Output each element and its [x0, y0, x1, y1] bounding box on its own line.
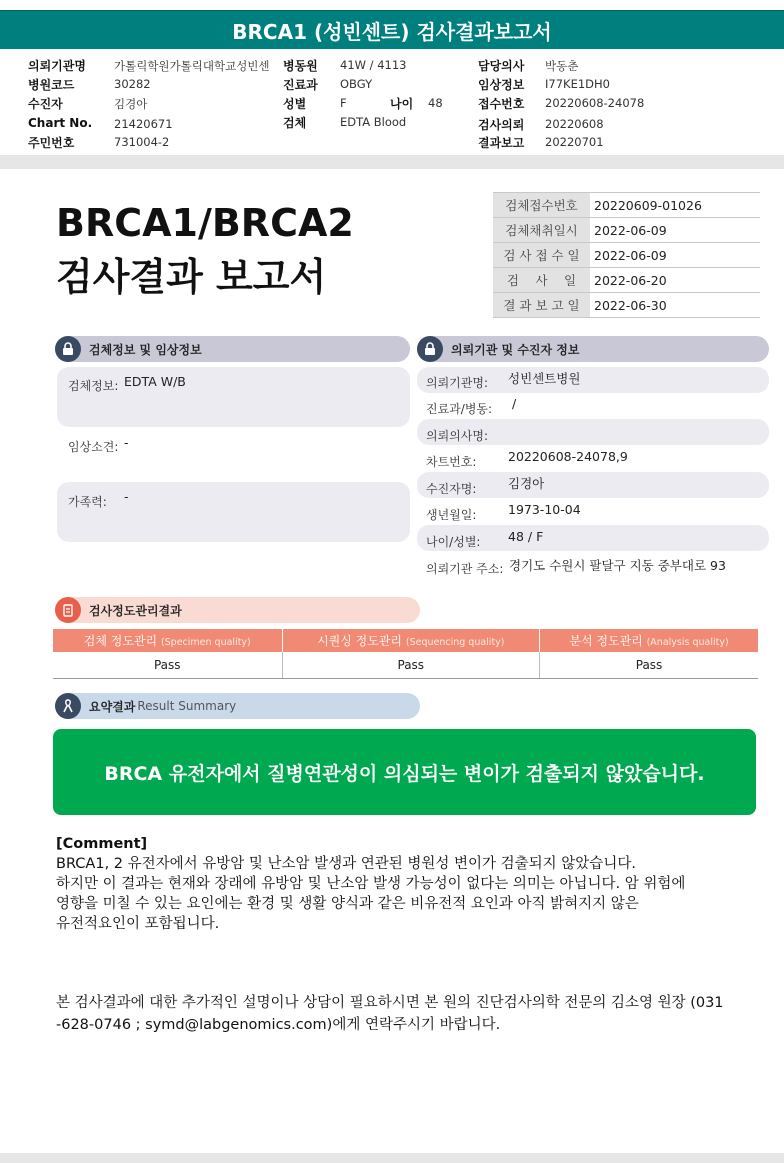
contact-line: -628-0746 ; symd@labgenomics.com)에게 연락주시기 바랍니다.: [56, 1017, 501, 1033]
receipt-table: [493, 192, 760, 318]
request-value: 20220608: [545, 117, 604, 131]
receipt-key: 검 사 일: [493, 268, 590, 293]
field-value: 20220608-24078,9: [508, 449, 628, 464]
qc-section-title: 검사정도관리결과: [89, 603, 182, 618]
request-label: 검사의뢰: [478, 118, 525, 132]
table-row: [493, 243, 760, 268]
field-label: 수진자명:: [426, 482, 477, 496]
receipt-key: 검 사 접 수 일: [493, 243, 590, 268]
field-label: 나이/성별:: [426, 535, 481, 549]
table-header-row: [53, 629, 758, 652]
field-value: 성빈센트병원: [508, 371, 581, 386]
field-value: 48 / F: [508, 529, 544, 544]
specimen-label: 검체: [283, 116, 307, 130]
chart-label: Chart No.: [28, 116, 93, 130]
patient-label: 수진자: [28, 97, 63, 111]
contact-block: [56, 992, 771, 1036]
report-big-title: [56, 196, 354, 304]
ribbon-icon: [55, 693, 81, 719]
contact-line: 본 검사결과에 대한 추가적인 설명이나 상담이 필요하시면 본 원의 진단검사의학 전문의 김소영 원장 (031: [56, 995, 724, 1011]
ward-value: 41W / 4113: [340, 58, 407, 72]
receipt-value: 20220608-24078: [545, 96, 645, 110]
age-label: 나이: [390, 97, 414, 111]
table-row: [493, 293, 760, 318]
family-history-box: [57, 482, 410, 542]
resident-label: 주민번호: [28, 136, 75, 150]
receipt-key: 결 과 보 고 일: [493, 293, 590, 318]
specimen-section-title: 검체정보 및 임상정보: [89, 342, 202, 357]
table-row: [53, 652, 758, 679]
clinical-value: I77KE1DH0: [545, 77, 610, 91]
family-history-label: 가족력:: [68, 495, 107, 509]
qc-column-header: 시퀀싱 정도관리 (Sequencing quality): [282, 629, 540, 652]
table-row: [493, 218, 760, 243]
sex-value: F: [340, 96, 347, 110]
qc-result: Pass: [540, 652, 758, 679]
age-value: 48: [428, 96, 443, 110]
separator-strip: [0, 155, 784, 169]
comment-heading: [Comment]: [56, 836, 148, 852]
field-value: 1973-10-04: [508, 502, 581, 517]
report-title-line1: BRCA1/BRCA2: [56, 201, 354, 245]
report-header-title: BRCA1 (성빈센트) 검사결과보고서: [232, 19, 552, 44]
sex-label: 성별: [283, 97, 307, 111]
receipt-key: 검체채취일시: [493, 218, 590, 243]
lock-icon: [417, 336, 443, 362]
hospital-code-value: 30282: [114, 77, 151, 91]
field-label: 의뢰의사명:: [426, 429, 489, 443]
receipt-value: 20220609-01026: [590, 193, 760, 218]
doctor-label: 담당의사: [478, 59, 525, 73]
comment-line: 영향을 미칠 수 있는 요인에는 환경 및 생활 양식과 같은 비유전적 요인과 아직 밝혀지지 않은: [56, 896, 639, 912]
report-date-value: 20220701: [545, 135, 604, 149]
field-value: 경기도 수원시 팔달구 지동 중부대로 93: [509, 558, 726, 573]
qc-column-header: 검체 정도관리 (Specimen quality): [53, 629, 282, 652]
clinical-label: 임상정보: [478, 78, 525, 92]
table-row: [493, 268, 760, 293]
institution-label: 의뢰기관명: [28, 59, 86, 73]
specimen-value: EDTA Blood: [340, 115, 407, 129]
hospital-code-label: 병원코드: [28, 78, 75, 92]
doctor-value: 박동춘: [545, 59, 579, 73]
field-value: /: [512, 396, 517, 411]
field-label: 생년월일:: [426, 508, 477, 522]
institution-section-header: [417, 336, 769, 362]
receipt-value: 2022-06-09: [590, 243, 760, 268]
report-date-label: 결과보고: [478, 136, 525, 150]
patient-info-grid: [0, 54, 784, 152]
specimen-info-box: [57, 367, 410, 427]
receipt-value: 2022-06-30: [590, 293, 760, 318]
report-title-bar: [0, 10, 784, 49]
qc-result: Pass: [53, 652, 282, 679]
receipt-value: 2022-06-09: [590, 218, 760, 243]
ward-label: 병동원: [283, 59, 318, 73]
chart-value: 21420671: [114, 117, 173, 131]
clipboard-icon: [55, 597, 81, 623]
report-title-line2: 검사결과 보고서: [56, 255, 327, 299]
receipt-key: 검체접수번호: [493, 193, 590, 218]
qc-section-header: [55, 597, 420, 623]
clinical-findings-label: 임상소견:: [68, 440, 119, 454]
receipt-value: 2022-06-20: [590, 268, 760, 293]
qc-column-header: 분석 정도관리 (Analysis quality): [540, 629, 758, 652]
resident-value: 731004-2: [114, 135, 170, 149]
patient-value: 김경아: [114, 97, 148, 111]
clinical-findings-value: -: [124, 435, 129, 450]
summary-section-header: [55, 693, 420, 719]
qc-result: Pass: [282, 652, 540, 679]
specimen-info-value: EDTA W/B: [124, 374, 186, 389]
summary-result-box: [53, 729, 756, 815]
field-label: 의뢰기관 주소:: [426, 562, 504, 576]
field-value: 김경아: [508, 476, 545, 491]
field-label: 차트번호:: [426, 455, 477, 469]
lock-icon: [55, 336, 81, 362]
summary-section-title-en: Result Summary: [137, 699, 237, 713]
family-history-value: -: [124, 489, 129, 504]
institution-section-title: 의뢰기관 및 수진자 정보: [451, 342, 580, 357]
field-label: 진료과/병동:: [426, 402, 493, 416]
specimen-section-header: [55, 336, 410, 362]
qc-table: [53, 629, 758, 679]
footer-strip: [0, 1153, 784, 1163]
summary-section-title: 요약결과: [89, 699, 136, 714]
comment-block: [56, 834, 756, 934]
comment-line: BRCA1, 2 유전자에서 유방암 및 난소암 발생과 연관된 병원성 변이가 검출되지 않았습니다.: [56, 856, 636, 872]
summary-result-text: BRCA 유전자에서 질병연관성이 의심되는 변이가 검출되지 않았습니다.: [104, 762, 705, 785]
dept-value: OBGY: [340, 77, 373, 91]
comment-line: 하지만 이 결과는 현재와 장래에 유방암 및 난소암 발생 가능성이 없다는 의미는 아닙니다. 암 위험에: [56, 876, 686, 892]
institution-value: 가톨릭학원가톨릭대학교성빈센: [114, 59, 270, 73]
comment-line: 유전적요인이 포함됩니다.: [56, 916, 220, 932]
receipt-label: 접수번호: [478, 97, 525, 111]
field-label: 의뢰기관명:: [426, 376, 489, 390]
table-row: [493, 193, 760, 218]
dept-label: 진료과: [283, 78, 318, 92]
specimen-info-label: 검체정보:: [68, 379, 119, 393]
